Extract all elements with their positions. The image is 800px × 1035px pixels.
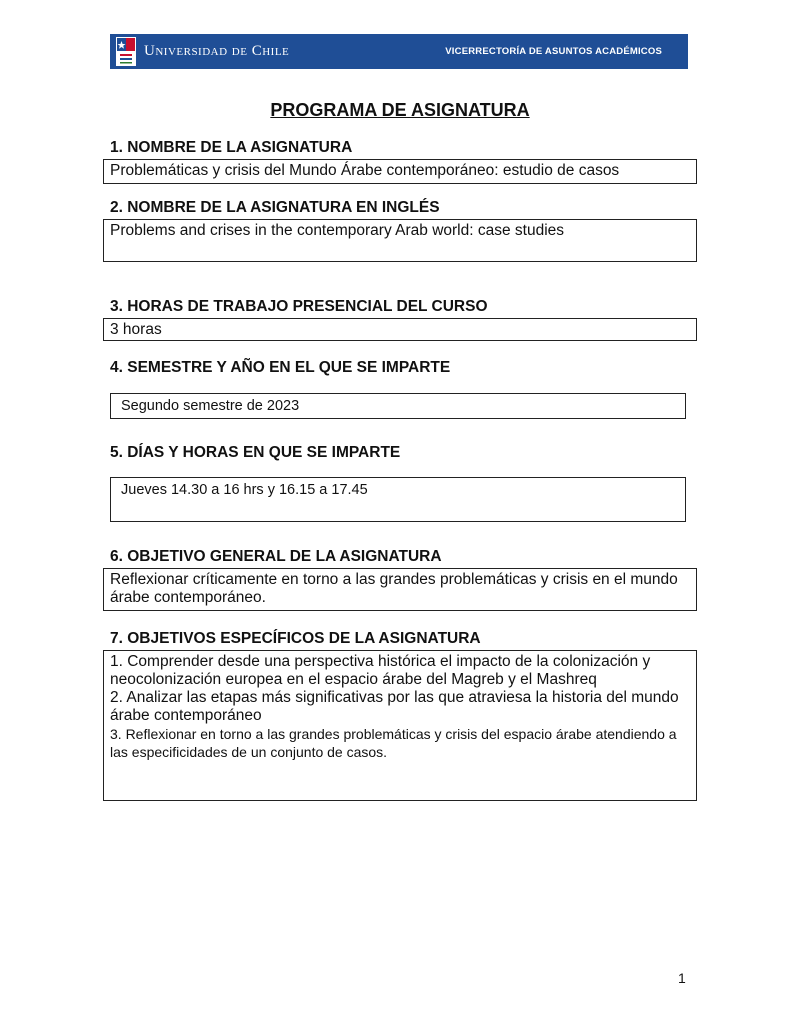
university-crest-icon [116,37,136,66]
section-1-heading: 1. NOMBRE DE LA ASIGNATURA [110,139,353,156]
course-name-value: Problemáticas y crisis del Mundo Árabe contemporáneo: estudio de casos [110,162,620,179]
section-6-heading: 6. OBJETIVO GENERAL DE LA ASIGNATURA [110,548,442,565]
office-name: VICERRECTORÍA DE ASUNTOS ACADÉMICOS [445,46,662,57]
section-3-heading: 3. HORAS DE TRABAJO PRESENCIAL DEL CURSO [110,298,488,315]
section-3-box [103,318,697,341]
specific-objective-3: 3. Reflexionar en torno a las grandes problemáticas y crisis del espacio árabe atendiendo a las especificidades de un conjunto de casos. [110,726,677,760]
section-7-box [103,650,697,801]
section-4-heading: 4. SEMESTRE Y AÑO EN EL QUE SE IMPARTE [110,359,451,376]
section-4-box [110,393,686,419]
university-name: Universidad de Chile [144,43,290,59]
banner-left [110,34,289,69]
section-2-box [103,219,697,262]
section-2-heading: 2. NOMBRE DE LA ASIGNATURA EN INGLÉS [110,199,440,216]
general-objective-value: Reflexionar críticamente en torno a las grandes problemáticas y crisis en el mundo árabe contemporáneo. [110,571,678,606]
section-5-box [110,477,686,522]
section-6-box [103,568,697,611]
header-banner [110,34,688,69]
specific-objective-1: 1. Comprender desde una perspectiva histórica el impacto de la colonización y neocolonización europea en el espacio árabe del Magreb y el Mashreq [110,653,651,688]
course-name-english-value: Problems and crises in the contemporary Arab world: case studies [110,222,565,239]
section-5-heading: 5. DÍAS Y HORAS EN QUE SE IMPARTE [110,444,401,461]
section-1-box [103,159,697,184]
specific-objective-2: 2. Analizar las etapas más significativas por las que atraviesa la historia del mundo árabe contemporáneo [110,689,679,724]
section-7-heading: 7. OBJETIVOS ESPECÍFICOS DE LA ASIGNATURA [110,630,481,647]
schedule-value: Jueves 14.30 a 16 hrs y 16.15 a 17.45 [121,482,368,498]
page-number: 1 [678,970,686,986]
document-title: PROGRAMA DE ASIGNATURA [270,100,530,120]
semester-value: Segundo semestre de 2023 [121,398,300,414]
hours-value: 3 horas [110,321,162,338]
